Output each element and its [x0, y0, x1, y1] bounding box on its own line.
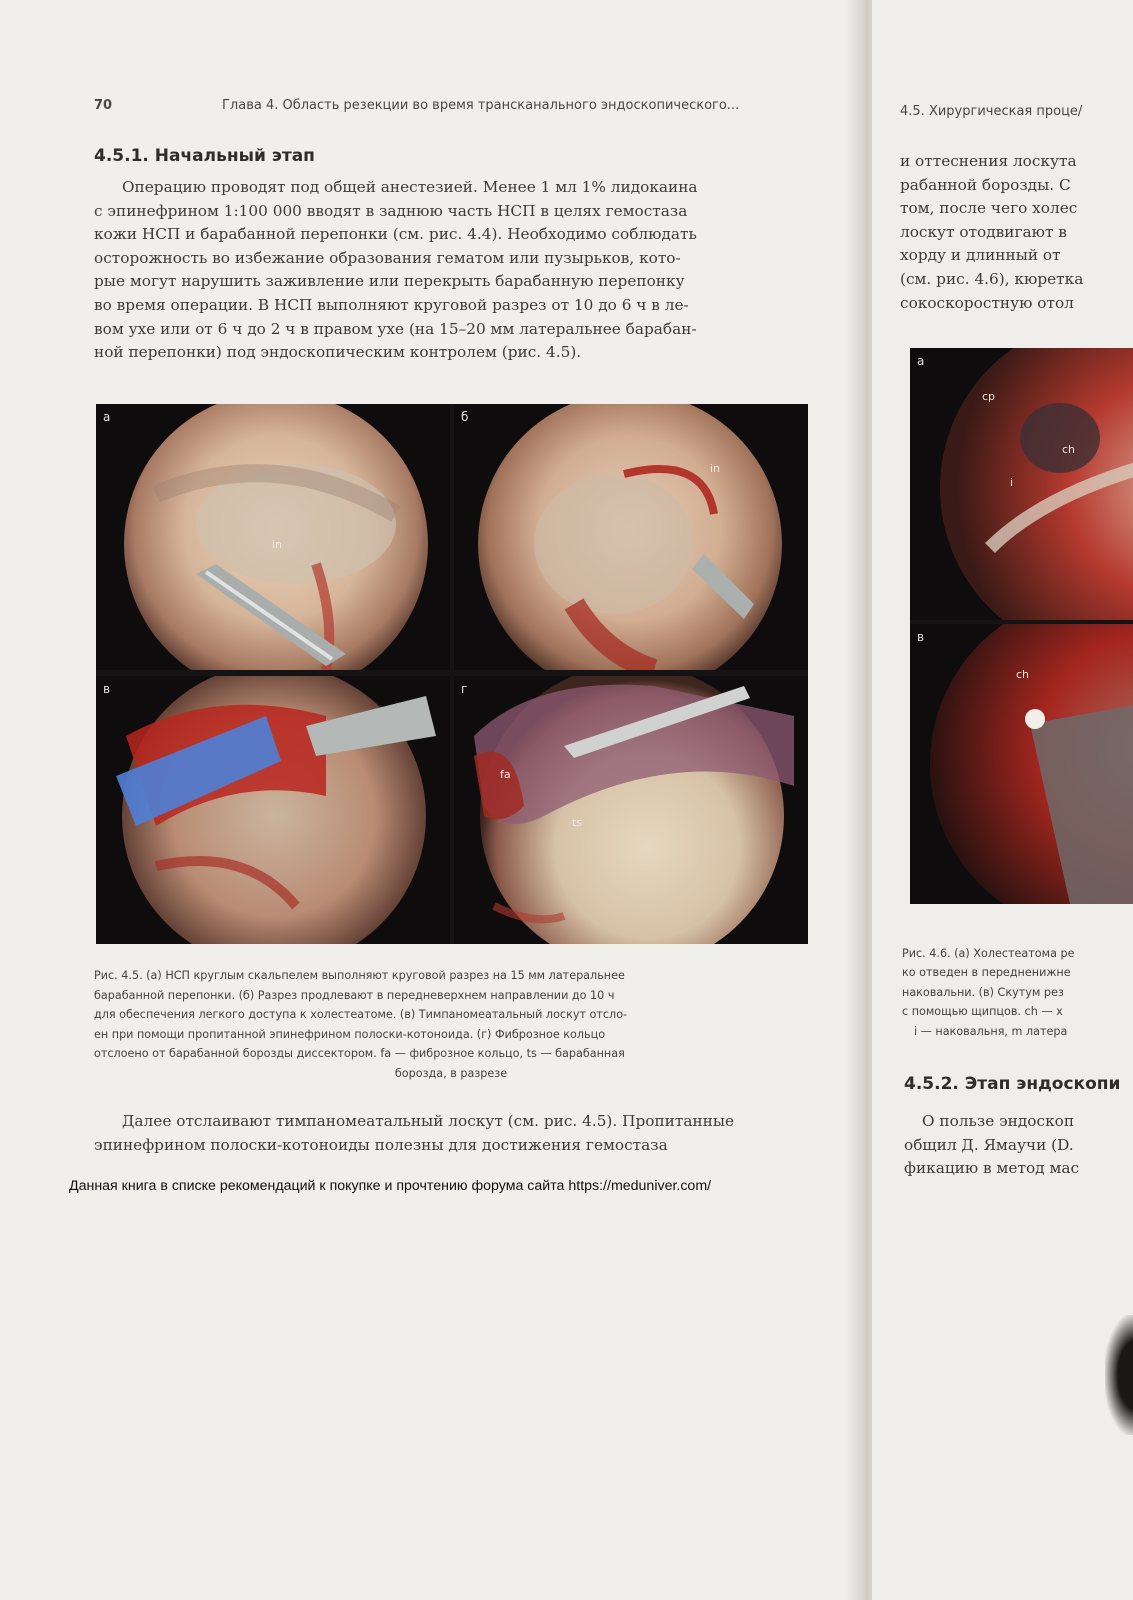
caption-line: отслоено от барабанной борозды диссектором. fa — фиброзное кольцо, ts — барабанная — [94, 1047, 625, 1061]
caption-line: с помощью щипцов. ch — х — [902, 1005, 1063, 1019]
endoscopic-image-c — [96, 676, 450, 944]
right-text-bottom — [904, 1110, 1133, 1181]
running-header: Глава 4. Область резекции во время трансканального эндоскопического... — [222, 98, 740, 113]
endoscope-view — [454, 676, 808, 944]
overlay-label: in — [710, 462, 721, 475]
paragraph-1 — [94, 176, 806, 365]
endoscope-view — [96, 676, 450, 944]
caption-line: борозда, в разрезе — [394, 1066, 508, 1080]
text-line: и оттеснения лоскута — [900, 152, 1077, 170]
scan-shadow — [1105, 1315, 1133, 1435]
endoscopic-image-d — [454, 676, 808, 944]
figure-4-5 — [96, 404, 808, 944]
endoscopic-image-a — [96, 404, 450, 670]
figure-4-6 — [910, 348, 1133, 904]
overlay-label: fa — [500, 768, 511, 781]
caption-line: Рис. 4.6. (а) Холестеатома ре — [902, 947, 1075, 960]
endoscopic-image-b — [454, 404, 808, 670]
text-line: кожи НСП и барабанной перепонки (см. рис. 4.4). Необходимо соблюдать — [94, 225, 697, 244]
text-line: с эпинефрином 1:100 000 вводят в заднюю часть НСП в целях гемостаза — [94, 201, 688, 220]
section-title-right: 4.5.2. Этап эндоскопи — [904, 1074, 1121, 1094]
overlay-label: cp — [982, 390, 996, 403]
text-line: эпинефрином полоски-котоноиды полезны для достижения гемостаза — [94, 1135, 668, 1154]
figure-caption — [94, 966, 808, 1084]
endoscope-view — [454, 404, 808, 670]
text-line: ной перепонки) под эндоскопическим контролем (рис. 4.5). — [94, 343, 582, 362]
text-line: фикацию в метод мас — [904, 1159, 1080, 1178]
text-line: том, после чего холес — [900, 199, 1078, 218]
text-line: хорду и длинный от — [900, 246, 1061, 265]
text-line: Далее отслаивают тимпаномеатальный лоскут (см. рис. 4.5). Пропитанные — [122, 1112, 735, 1130]
text-line: общил Д. Ямаучи (D. — [904, 1135, 1074, 1154]
section-title: 4.5.1. Начальный этап — [94, 146, 315, 166]
text-line: лоскут отодвигают в — [900, 222, 1067, 241]
caption-line: i — наковальня, m латера — [914, 1024, 1068, 1038]
text-line: Операцию проводят под общей анестезией. Менее 1 мл 1% лидокаина — [122, 178, 698, 196]
text-line: сокоскоростную отол — [900, 293, 1074, 312]
caption-line: Рис. 4.5. (а) НСП круглым скальпелем выполняют круговой разрез на 15 мм латеральнее — [94, 969, 625, 982]
running-header-right: 4.5. Хирургическая проце/ — [900, 104, 1083, 119]
right-text-top — [900, 150, 1133, 315]
text-line: рые могут нарушить заживление или перекрыть барабанную перепонку — [94, 272, 685, 291]
figure-caption-right — [902, 944, 1133, 1041]
endoscopic-image-b-right — [910, 624, 1133, 904]
caption-line: наковальни. (в) Скутум рез — [902, 985, 1064, 999]
text-line: рабанной борозды. С — [900, 175, 1071, 194]
overlay-label: ch — [1016, 668, 1030, 681]
overlay-label: in — [272, 538, 283, 551]
caption-line: барабанной перепонки. (б) Разрез продлевают в передневерхнем направлении до 10 ч — [94, 988, 615, 1002]
text-line: вом ухе или от 6 ч до 2 ч в правом ухе (на 15–20 мм латеральнее барабан- — [94, 319, 697, 338]
panel-label: а — [917, 354, 925, 368]
endoscope-view — [910, 348, 1133, 620]
footer-note: Данная книга в списке рекомендаций к покупке и прочтению форума сайта https://meduniver.com/ — [69, 1178, 712, 1194]
caption-line: ко отведен в передненижне — [902, 966, 1071, 980]
text-line: (см. рис. 4.6), кюретка — [900, 269, 1084, 288]
endoscope-view — [910, 624, 1133, 904]
text-line: во время операции. В НСП выполняют круговой разрез от 10 до 6 ч в ле- — [94, 295, 689, 314]
text-line: О пользе эндоскоп — [922, 1112, 1075, 1130]
panel-label: в — [917, 630, 925, 644]
text-line: осторожность во избежание образования гематом или пузырьков, кото- — [94, 248, 681, 267]
endoscope-view — [96, 404, 450, 670]
panel-label: б — [461, 410, 469, 424]
page-number: 70 — [94, 98, 113, 113]
caption-line: для обеспечения легкого доступа к холестеатоме. (в) Тимпаномеатальный лоскут отсло- — [94, 1008, 628, 1022]
panel-label: в — [103, 682, 111, 696]
overlay-label: ch — [1062, 443, 1076, 456]
paragraph-2 — [94, 1110, 806, 1157]
panel-label: г — [461, 682, 468, 696]
endoscopic-image-a-right — [910, 348, 1133, 620]
overlay-label: ts — [572, 816, 583, 829]
overlay-label: i — [1010, 476, 1014, 489]
panel-label: а — [103, 410, 111, 424]
caption-line: ен при помощи пропитанной эпинефрином полоски-котоноида. (г) Фиброзное кольцо — [94, 1027, 606, 1041]
